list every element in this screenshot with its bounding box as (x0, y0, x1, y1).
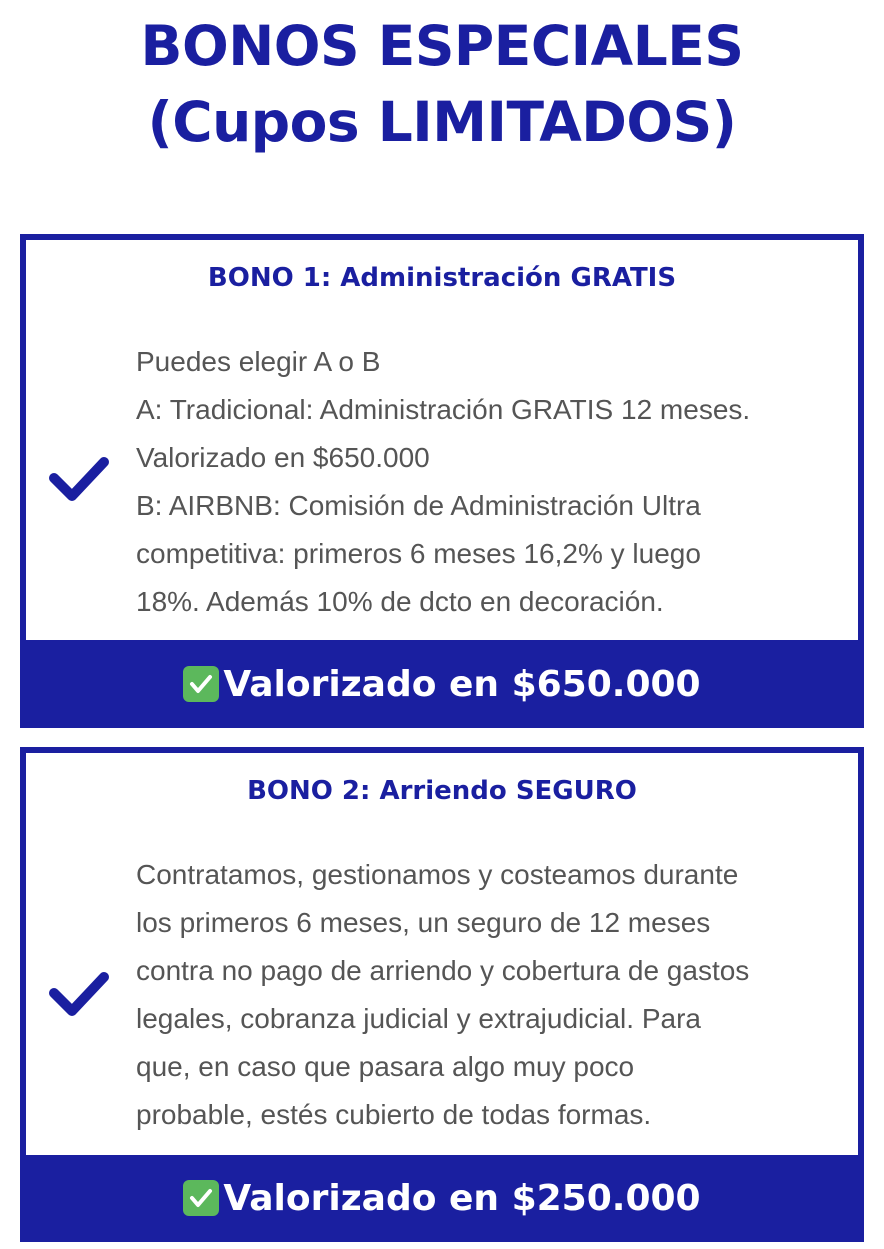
bono-2-value-label: Valorizado en $250.000 (223, 1177, 701, 1219)
bono-card-2 (20, 747, 864, 1242)
bono-1-line-2: A: Tradicional: Administración GRATIS 12 meses. (136, 394, 751, 425)
bono-1-line-5: competitiva: primeros 6 meses 16,2% y luego (136, 538, 701, 569)
bono-card-1-body (26, 240, 858, 640)
bono-2-value-bar (20, 1154, 864, 1242)
bono-1-title: BONO 1: Administración GRATIS (207, 263, 677, 293)
bono-2-line-3: contra no pago de arriendo y cobertura de gastos (136, 955, 750, 986)
page-title-line-1: BONOS ESPECIALES (140, 14, 744, 78)
bono-1-line-3: Valorizado en $650.000 (136, 442, 430, 473)
bono-1-line-4: B: AIRBNB: Comisión de Administración Ultra (136, 490, 701, 521)
bono-1-value-bar (20, 640, 864, 728)
bono-1-description (136, 338, 848, 626)
bono-1-value-label: Valorizado en $650.000 (223, 663, 701, 705)
page-title-line-2: (Cupos LIMITADOS) (147, 90, 737, 154)
bono-2-title: BONO 2: Arriendo SEGURO (247, 776, 637, 806)
bono-1-line-1: Puedes elegir A o B (136, 346, 381, 377)
bono-card-2-body (26, 753, 858, 1155)
page-title (0, 8, 884, 160)
checkmark-icon (48, 454, 110, 504)
bono-2-line-6: probable, estés cubierto de todas formas. (136, 1099, 652, 1130)
checkmark-icon (48, 969, 110, 1019)
bono-card-1 (20, 234, 864, 728)
bono-2-description (136, 851, 848, 1139)
bono-2-line-5: que, en caso que pasara algo muy poco (136, 1051, 635, 1082)
check-mark-button-icon (183, 1180, 219, 1216)
bono-2-line-2: los primeros 6 meses, un seguro de 12 meses (136, 907, 711, 938)
check-mark-button-icon (183, 666, 219, 702)
bono-2-line-4: legales, cobranza judicial y extrajudicial. Para (136, 1003, 701, 1034)
bono-2-line-1: Contratamos, gestionamos y costeamos durante (136, 859, 739, 890)
bono-1-line-6: 18%. Además 10% de dcto en decoración. (136, 586, 664, 617)
